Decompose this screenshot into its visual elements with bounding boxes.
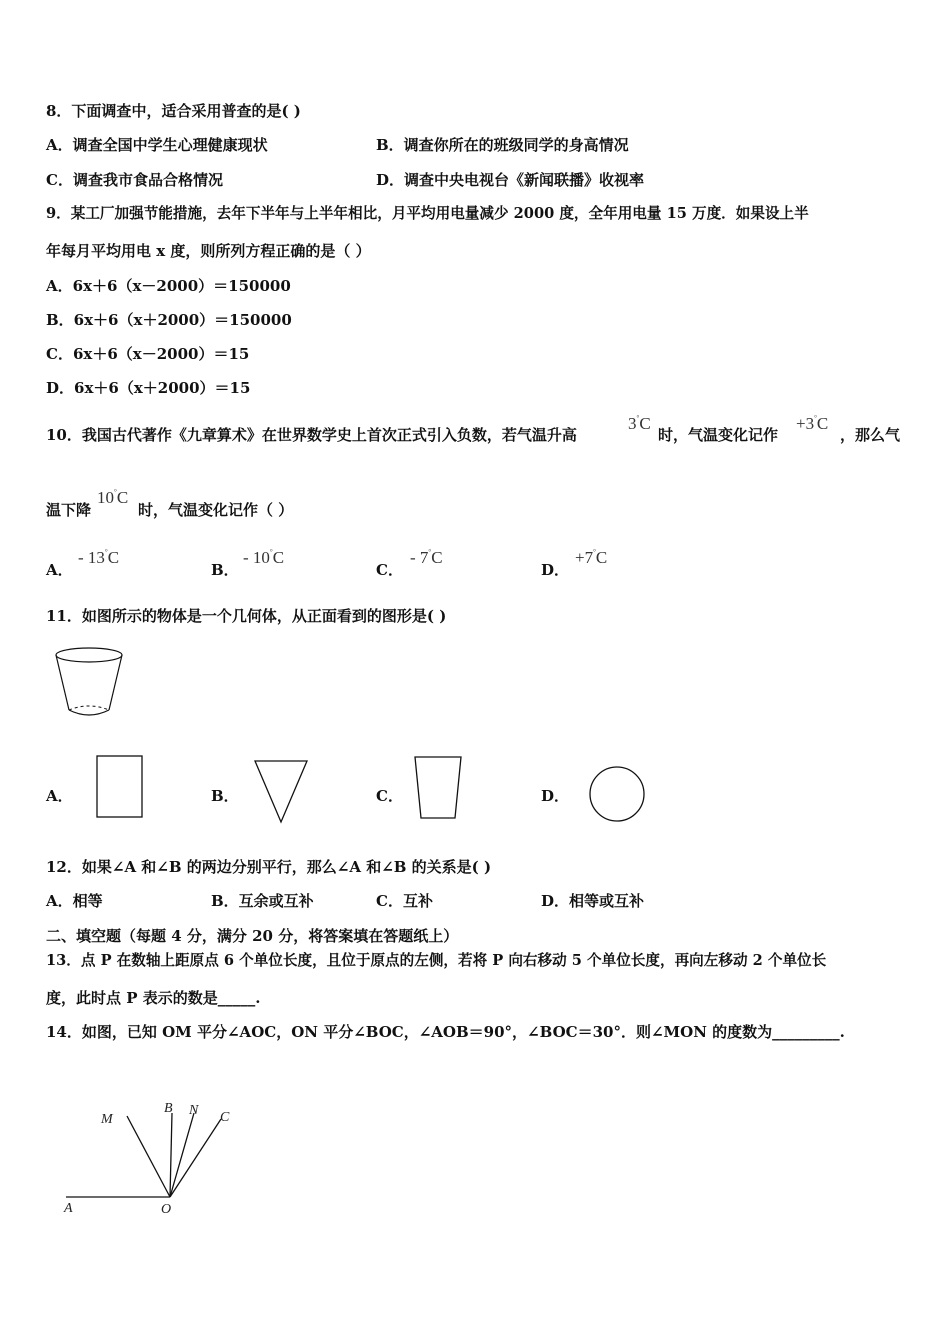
q10-temp-drop: 10°C — [97, 488, 129, 507]
q9-stem-line1: 9．某工厂加强节能措施，去年下半年与上半年相比，月平均用电量减少 2000 度，全年用电量 15 万度．如果设上半 — [46, 205, 809, 222]
q10-option-d-value: +7°C — [575, 548, 608, 567]
q9-option-b: B．6x＋6（x＋2000）＝150000 — [46, 311, 292, 329]
q10-temp-plus: +3°C — [796, 414, 829, 433]
q9-stem-line2: 年每月平均用电 x 度，则所列方程正确的是（ ） — [46, 242, 371, 260]
q12-option-d: D．相等或互补 — [541, 892, 645, 910]
q9-option-d: D．6x＋6（x＋2000）＝15 — [46, 379, 251, 397]
rectangle-icon — [94, 754, 146, 820]
ray-ob — [170, 1113, 172, 1197]
label-n: N — [189, 1103, 199, 1118]
q8-option-d: D．调查中央电视台《新闻联播》收视率 — [376, 171, 645, 189]
q8-option-a: A．调查全国中学生心理健康现状 — [46, 136, 268, 154]
section2-heading: 二、填空题（每题 4 分，满分 20 分，将答案填在答题纸上） — [46, 927, 459, 945]
ray-on — [170, 1113, 194, 1197]
cup-solid-figure — [52, 644, 128, 720]
label-o: O — [161, 1202, 172, 1217]
q8-stem: 8．下面调查中，适合采用普查的是( ) — [46, 102, 301, 120]
q9-option-c: C．6x＋6（x－2000）＝15 — [46, 345, 250, 363]
q11-option-c-label: C． — [376, 787, 403, 805]
q10-option-b-label: B． — [211, 561, 239, 579]
q13-line2: 度，此时点 P 表示的数是_____. — [46, 989, 261, 1007]
q10-text-part5: 时，气温变化记作（ ） — [138, 501, 294, 519]
q8-option-c: C．调查我市食品合格情况 — [46, 171, 223, 189]
q13-line1: 13．点 P 在数轴上距原点 6 个单位长度，且位于原点的左侧，若将 P 向右移动 5 个单位长度，再向左移动 2 个单位长 — [46, 952, 827, 969]
label-c: C — [220, 1110, 230, 1125]
q12-option-a: A．相等 — [46, 892, 103, 910]
q12-option-b: B．互余或互补 — [211, 892, 314, 910]
q10-option-a-value: - 13°C — [78, 548, 120, 567]
label-m: M — [101, 1112, 113, 1127]
q10-text-part2: 时，气温变化记作 — [658, 426, 779, 444]
q10-text-part1: 10．我国古代著作《九章算术》在世界数学史上首次正式引入负数，若气温升高 — [46, 426, 577, 444]
angle-figure — [56, 1096, 246, 1222]
q10-option-c-value: - 7°C — [410, 548, 443, 567]
q14-stem: 14．如图，已知 OM 平分∠AOC，ON 平分∠BOC，∠AOB＝90°，∠BOC＝30°．则∠MON 的度数为_________. — [46, 1023, 845, 1041]
q11-option-a-label: A． — [46, 787, 73, 805]
q10-option-d-label: D． — [541, 561, 570, 579]
q12-option-c: C．互补 — [376, 892, 433, 910]
q8-option-b: B．调查你所在的班级同学的身高情况 — [376, 136, 629, 154]
q10-option-c-label: C． — [376, 561, 403, 579]
ray-oc — [170, 1119, 221, 1197]
trapezoid-icon — [412, 754, 464, 822]
q9-option-a: A．6x＋6（x－2000）＝150000 — [46, 277, 291, 295]
q11-option-b-label: B． — [211, 787, 239, 805]
q11-option-d-label: D． — [541, 787, 570, 805]
q10-text-part4: 温下降 — [46, 501, 92, 519]
q12-stem: 12．如果∠A 和∠B 的两边分别平行，那么∠A 和∠B 的关系是( ) — [46, 858, 492, 876]
q10-option-a-label: A． — [46, 561, 73, 579]
q10-option-b-value: - 10°C — [243, 548, 285, 567]
ray-om — [127, 1116, 170, 1197]
label-b: B — [164, 1101, 173, 1116]
q11-stem: 11．如图所示的物体是一个几何体，从正面看到的图形是( ) — [46, 607, 447, 625]
inverted-triangle-icon — [252, 758, 310, 826]
q10-temp-rise: 3°C — [628, 414, 651, 433]
circle-icon — [586, 763, 648, 825]
label-a: A — [64, 1201, 73, 1216]
q10-text-part3: ，那么气 — [840, 426, 901, 444]
